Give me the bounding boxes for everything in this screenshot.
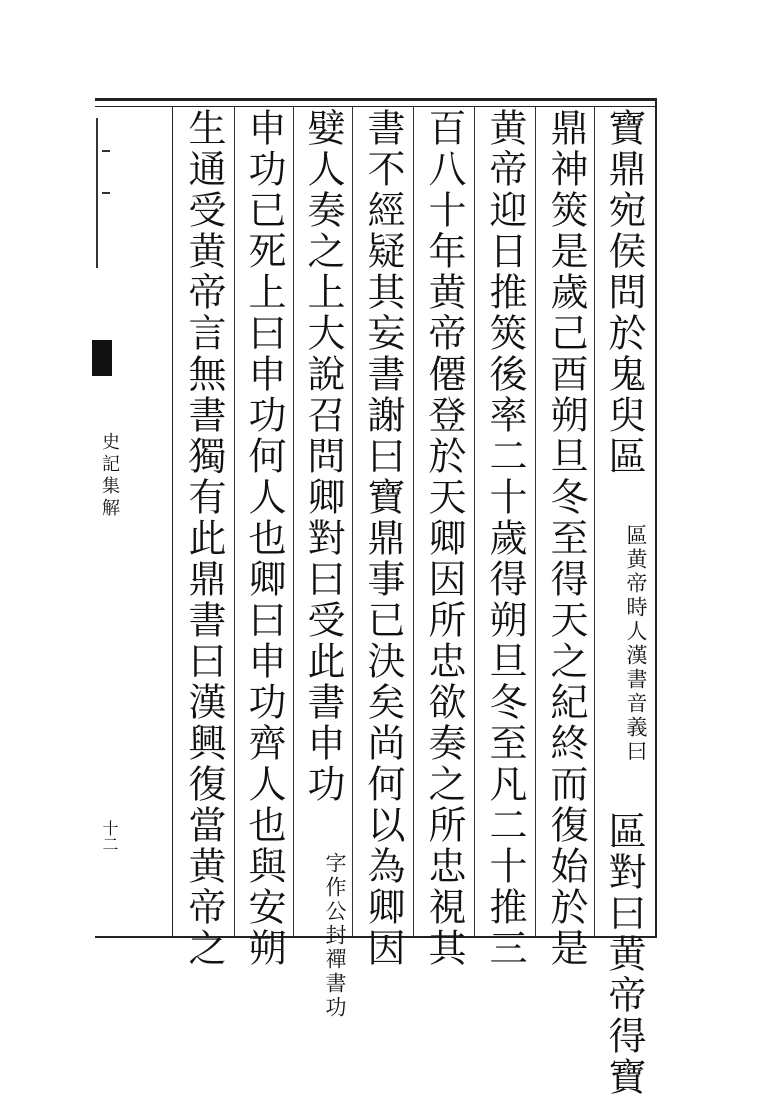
page-number: 十二 bbox=[100, 820, 119, 852]
column-divider bbox=[293, 106, 294, 936]
text-column-7 bbox=[240, 108, 288, 969]
column-2-main-text: 鼎神筴是歲己酉朔旦冬至得天之紀終而復始於是 bbox=[544, 108, 588, 969]
black-block-mark bbox=[92, 340, 112, 376]
column-6-main-text: 嬖人奏之上大說召問卿對曰受此書申功 bbox=[301, 108, 345, 805]
column-divider bbox=[474, 106, 475, 936]
right-border bbox=[655, 100, 657, 936]
text-column-6 bbox=[299, 108, 347, 1020]
column-divider bbox=[594, 106, 595, 936]
fish-tail-mark-inner bbox=[102, 150, 110, 194]
column-1-commentary bbox=[624, 524, 648, 764]
top-border-inner bbox=[95, 106, 657, 107]
column-6-commentary bbox=[323, 852, 347, 1020]
book-title-label: 史記集解 bbox=[99, 432, 120, 520]
commentary-line-2: 區黄帝時人 bbox=[624, 524, 648, 644]
commentary-line-1: 漢書音義曰 bbox=[624, 644, 648, 764]
commentary-line-2: 字作公 bbox=[323, 852, 347, 924]
column-3-main-text: 黄帝迎日推筴後率二十歲得朔旦冬至凡二十推三 bbox=[483, 108, 527, 969]
text-column-4 bbox=[420, 108, 468, 969]
top-border bbox=[95, 98, 657, 101]
column-divider bbox=[234, 106, 235, 936]
column-5-main-text: 書不經疑其妄書謝曰寶鼎事已決矣尚何以為卿因 bbox=[361, 108, 405, 969]
column-8-main-text: 生通受黄帝言無書獨有此鼎書曰漢興復當黄帝之 bbox=[182, 108, 226, 969]
text-column-5 bbox=[359, 108, 407, 969]
column-divider bbox=[413, 106, 414, 936]
column-1-main-text-continued: 區對曰黄帝得寶 bbox=[602, 811, 646, 1098]
text-column-1 bbox=[600, 108, 648, 1098]
column-7-main-text: 申功已死上曰申功何人也卿曰申功齊人也與安朔 bbox=[242, 108, 286, 969]
column-4-main-text: 百八十年黄帝僊登於天卿因所忠欲奏之所忠視其 bbox=[422, 108, 466, 969]
column-divider bbox=[535, 106, 536, 936]
left-border bbox=[172, 106, 173, 936]
column-1-main-text: 寶鼎宛侯問於鬼臾區 bbox=[602, 108, 646, 477]
column-divider bbox=[352, 106, 353, 936]
commentary-line-1: 封禪書功 bbox=[323, 924, 347, 1020]
text-column-2 bbox=[542, 108, 590, 969]
text-column-8 bbox=[180, 108, 228, 969]
text-column-3 bbox=[481, 108, 529, 969]
